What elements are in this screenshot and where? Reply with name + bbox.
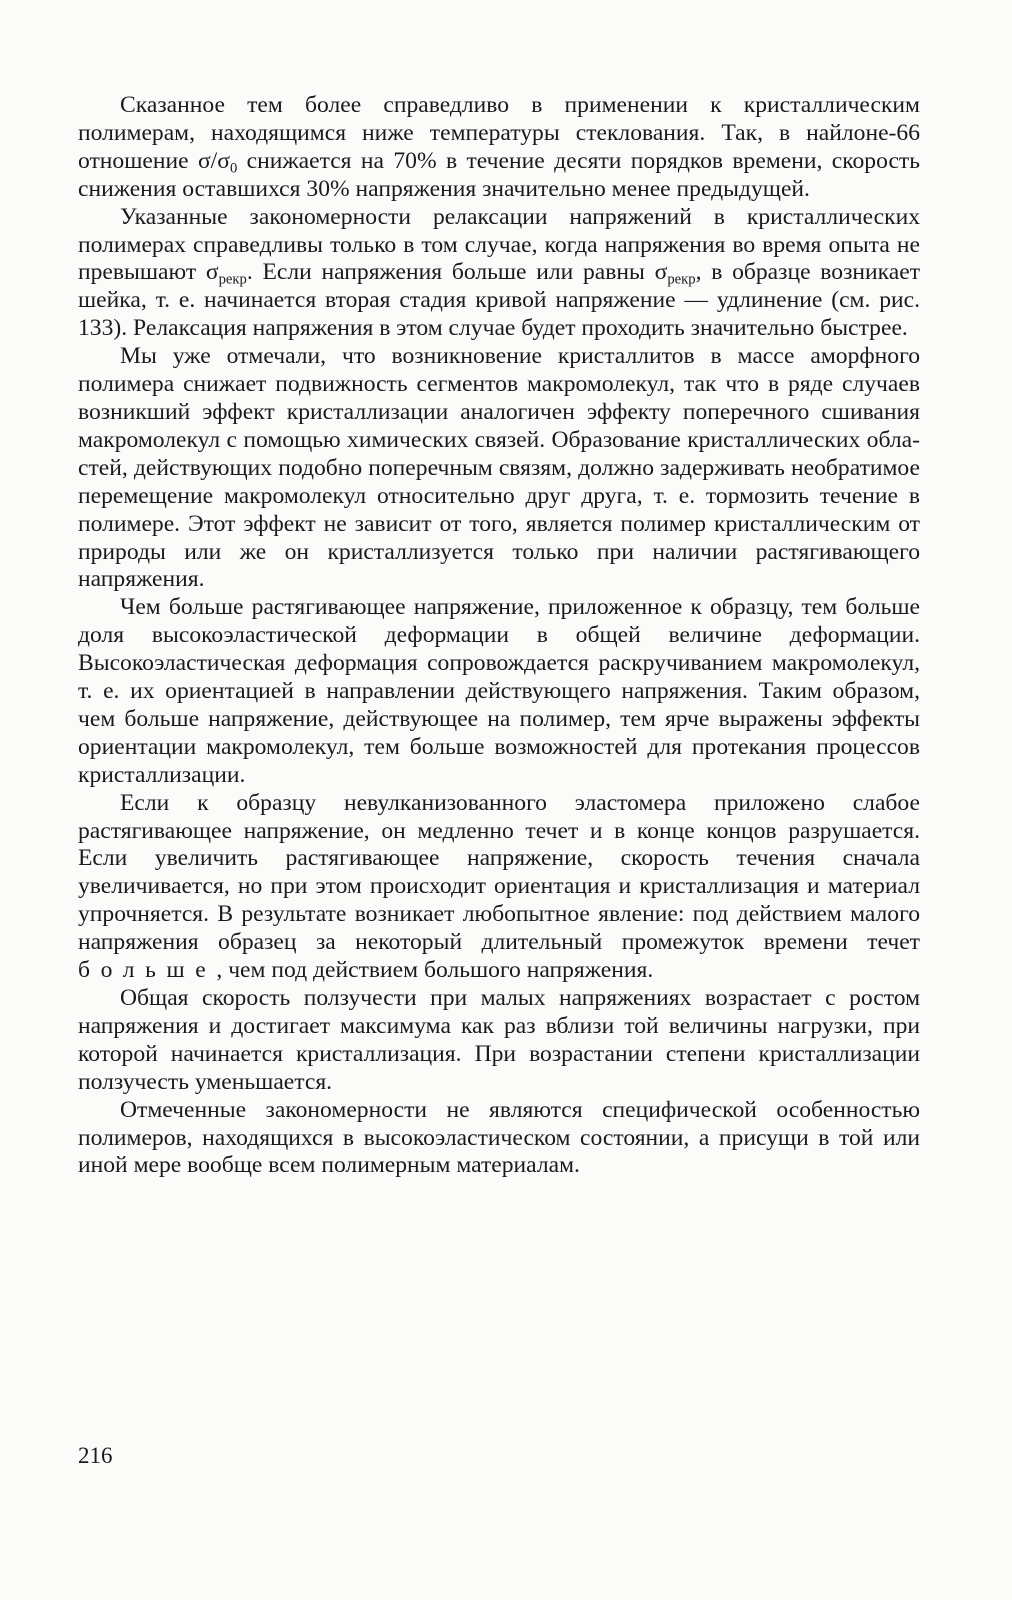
paragraph-3: Мы уже отмечали, что возникновение кристаллитов в массе аморфного полимера снижает подвижность сегментов макромолекул, так что в ряде случаев возникший эффект кристаллизации аналогичен эффекту поперечного сшивания макромолекул с помощью химических связей. Образование кристаллических областей, действующих подобно поперечным связям, должно задерживать необратимое перемещение макромолекул относительно друг друга, т. е. тормозить течение в полимере. Этот эффект не зависит от того, является полимер кристаллическим от природы или же он кристаллизуется только при наличии растягивающего напряжения. xyxy=(78,343,920,593)
paragraph-2: Указанные закономерности релаксации напряжений в кристаллических полимерах справедливы только в том случае, когда напряжения во время опыта не превышают $\sigma_{рекр}$. Если напряжения больше или равны $\sigma_{рекр}$, в образце возникает шейка, т. е. начинается вторая стадия кривой напряжение — удлинение (см. рис. 133). Релаксация напряжения в этом случае будет проходить значительно быстрее. xyxy=(78,203,921,342)
paragraph-7: Отмеченные закономерности не являются специфической особенностью полимеров, находящихся в высокоэластическом состоянии, а присущи в той или иной мере вообще всем полимерным материалам. xyxy=(78,1096,920,1179)
subscript: рекр xyxy=(218,272,247,289)
body-text xyxy=(78,92,920,1180)
subscript: рекр xyxy=(667,272,696,289)
page-number: 216 xyxy=(78,1443,113,1468)
subscript: 0 xyxy=(229,160,238,177)
paragraph-1: Сказанное тем более справедливо в применении к кристаллическим полимерам, находящимся ниже температуры стеклования. Так, в найлоне-66 отношение $\sigma/\sigma_0$ снижается на 70% в течение десяти порядков времени, скорость снижения оставшихся 30% напряжения значительно менее предыдущей. xyxy=(78,92,921,202)
paragraph-5: Если к образцу невулканизованного эластомера приложено слабое растягивающее напряжение, он медленно течет и в конце концов разрушается. Если увеличить растягивающее напряжение, скорость течения сначала увеличивается, но при этом происходит ориентация и кристаллизация и материал упрочняется. В результате возникает любопытное явление: под действием малого напряжения образец за некоторый длительный промежуток времени течет больше, чем под действием большого напряжения. xyxy=(78,789,920,984)
paragraph-6: Общая скорость ползучести при малых напряжениях возрастает с ростом напряжения и достигает максимума как раз вблизи той величины нагрузки, при которой начинается кристаллизация. При возрастании степени кристаллизации ползучесть уменьшается. xyxy=(78,985,920,1095)
emphasis-spaced: больше xyxy=(78,957,217,984)
paragraph-4: Чем больше растягивающее напряжение, приложенное к образцу, тем больше доля высокоэластической деформации в общей величине деформации. Высокоэластическая деформация сопровождается раскручиванием макромолекул, т. е. их ориентацией в направлении действующего напряжения. Таким образом, чем больше напряжение, действующее на полимер, тем ярче выражены эффекты ориентации макромолекул, тем больше возможностей для протекания процессов кристаллизации. xyxy=(78,594,920,788)
